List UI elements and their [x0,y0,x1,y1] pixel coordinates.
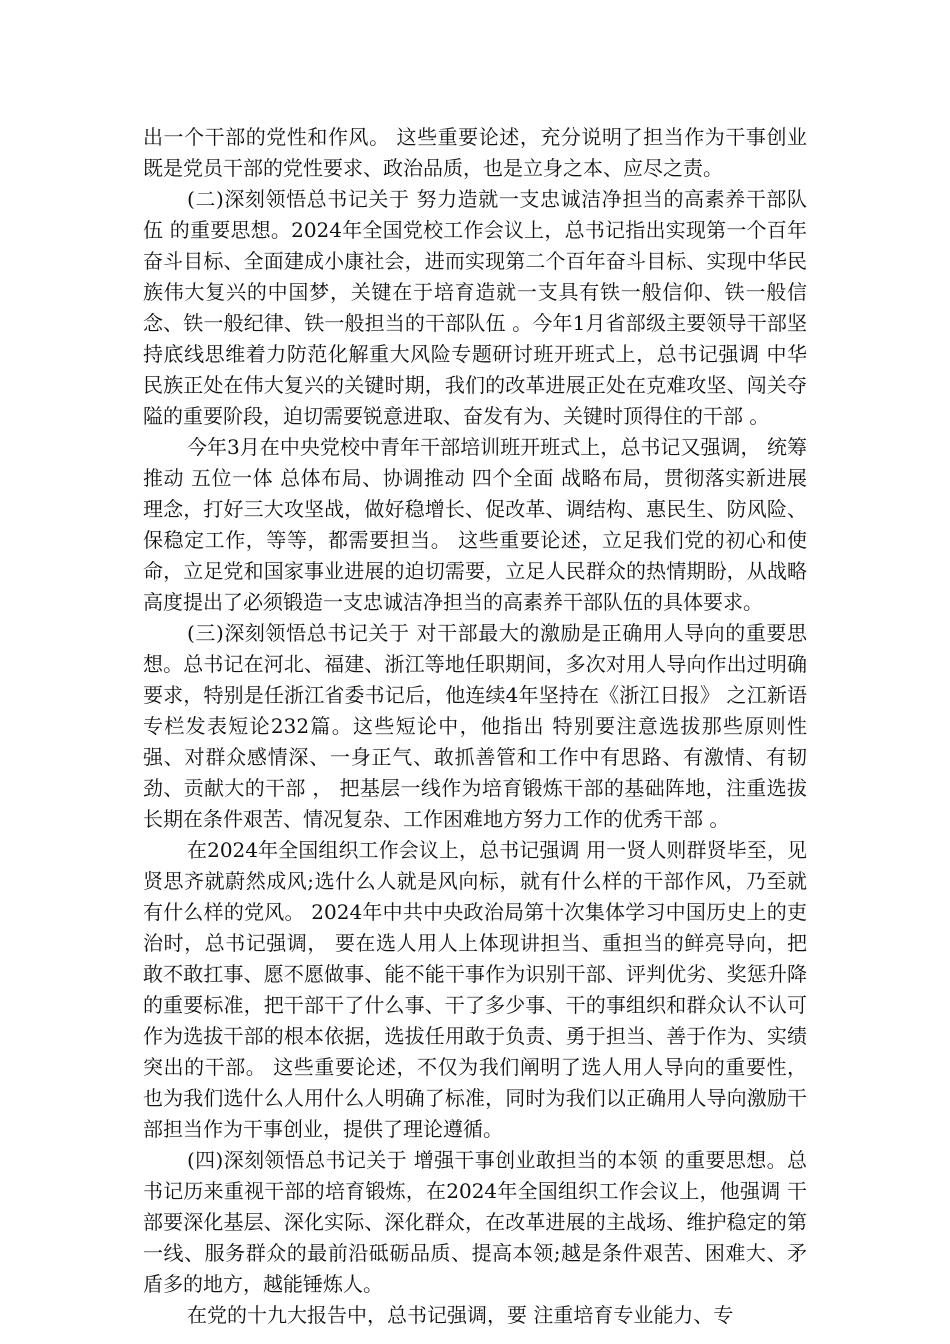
paragraph-nineteenth-congress: 在党的十九大报告中，总书记强调，要 注重培育专业能力、专 [187,1303,734,1327]
document-body [143,122,807,1331]
paragraph-section-three: (三)深刻领悟总书记关于 对干部最大的激励是正确用人导向的重要思想。总书记在河北、福建、浙江等地任职期间，多次对用人导向作出过明确要求，特别是任浙江省委书记后，他连续4年坚持在《浙江日报》 之江新语 专栏发表短论232篇。这些短论中，他指出 特别要注意选拔那些原则性强、对群众感情深、一身正气、敢抓善管和工作中有思路、有激情、有韧劲、贡献大的干部 ， 把基层一线作为培育锻炼干部的基础阵地，注重选拔长期在条件艰苦、情况复杂、工作困难地方努力工作的优秀干部 。 [143,621,807,831]
paragraph-continuation: 出一个干部的党性和作风。 这些重要论述，充分说明了担当作为干事创业既是党员干部的党性要求、政治品质，也是立身之本、应尽之责。 [143,125,807,180]
paragraph-section-two: (二)深刻领悟总书记关于 努力造就一支忠诚洁净担当的高素养干部队伍 的重要思想。2024年全国党校工作会议上，总书记指出实现第一个百年奋斗目标、全面建成小康社会，进而实现第二个百年奋斗目标、实现中华民族伟大复兴的中国梦，关键在于培育造就一支具有铁一般信仰、铁一般信念、铁一般纪律、铁一般担当的干部队伍 。今年1月省部级主要领导干部坚持底线思维着力防范化解重大风险专题研讨班开班式上，总书记强调 中华民族正处在伟大复兴的关键时期，我们的改革进展正处在克难攻坚、闯关夺隘的重要阶段，迫切需要锐意进取、奋发有为、关键时顶得住的干部 。 [143,187,807,428]
paragraph-section-four: (四)深刻领悟总书记关于 增强干事创业敢担当的本领 的重要思想。总书记历来重视干部的培育锻炼，在2024年全国组织工作会议上，他强调 干部要深化基层、深化实际、深化群众，在改革进展的主战场、维护稳定的第一线、服务群众的最前沿砥砺品质、提高本领;越是条件艰苦、困难大、矛盾多的地方，越能锤炼人。 [143,1148,807,1296]
paragraph-march-training: 今年3月在中央党校中青年干部培训班开班式上，总书记又强调， 统筹推动 五位一体 总体布局、协调推动 四个全面 战略布局，贯彻落实新进展理念，打好三大攻坚战，做好稳增长、促改革、调结构、惠民生、防风险、保稳定工作，等等，都需要担当。 这些重要论述，立足我们党的初心和使命，立足党和国家事业进展的迫切需要，立足人民群众的热情期盼，从战略高度提出了必须锻造一支忠诚洁净担当的高素养干部队伍的具体要求。 [143,435,807,614]
paragraph-organization-conference: 在2024年全国组织工作会议上，总书记强调 用一贤人则群贤毕至，见贤思齐就蔚然成风;选什么人就是风向标，就有什么样的干部作风，乃至就有什么样的党风。 2024年中共中央政治局第十次集体学习中国历史上的吏治时，总书记强调， 要在选人用人上体现讲担当、重担当的鲜亮导向，把敢不敢扛事、愿不愿做事、能不能干事作为识别干部、评判优劣、奖惩升降的重要标准，把干部干了什么事、干了多少事、干的事组织和群众认不认可作为选拔干部的根本依据，选拔任用敢于负责、勇于担当、善于作为、实绩突出的干部。 这些重要论述，不仅为我们阐明了选人用人导向的重要性，也为我们选什么人用什么人明确了标准，同时为我们以正确用人导向激励干部担当作为干事创业，提供了理论遵循。 [143,838,807,1141]
